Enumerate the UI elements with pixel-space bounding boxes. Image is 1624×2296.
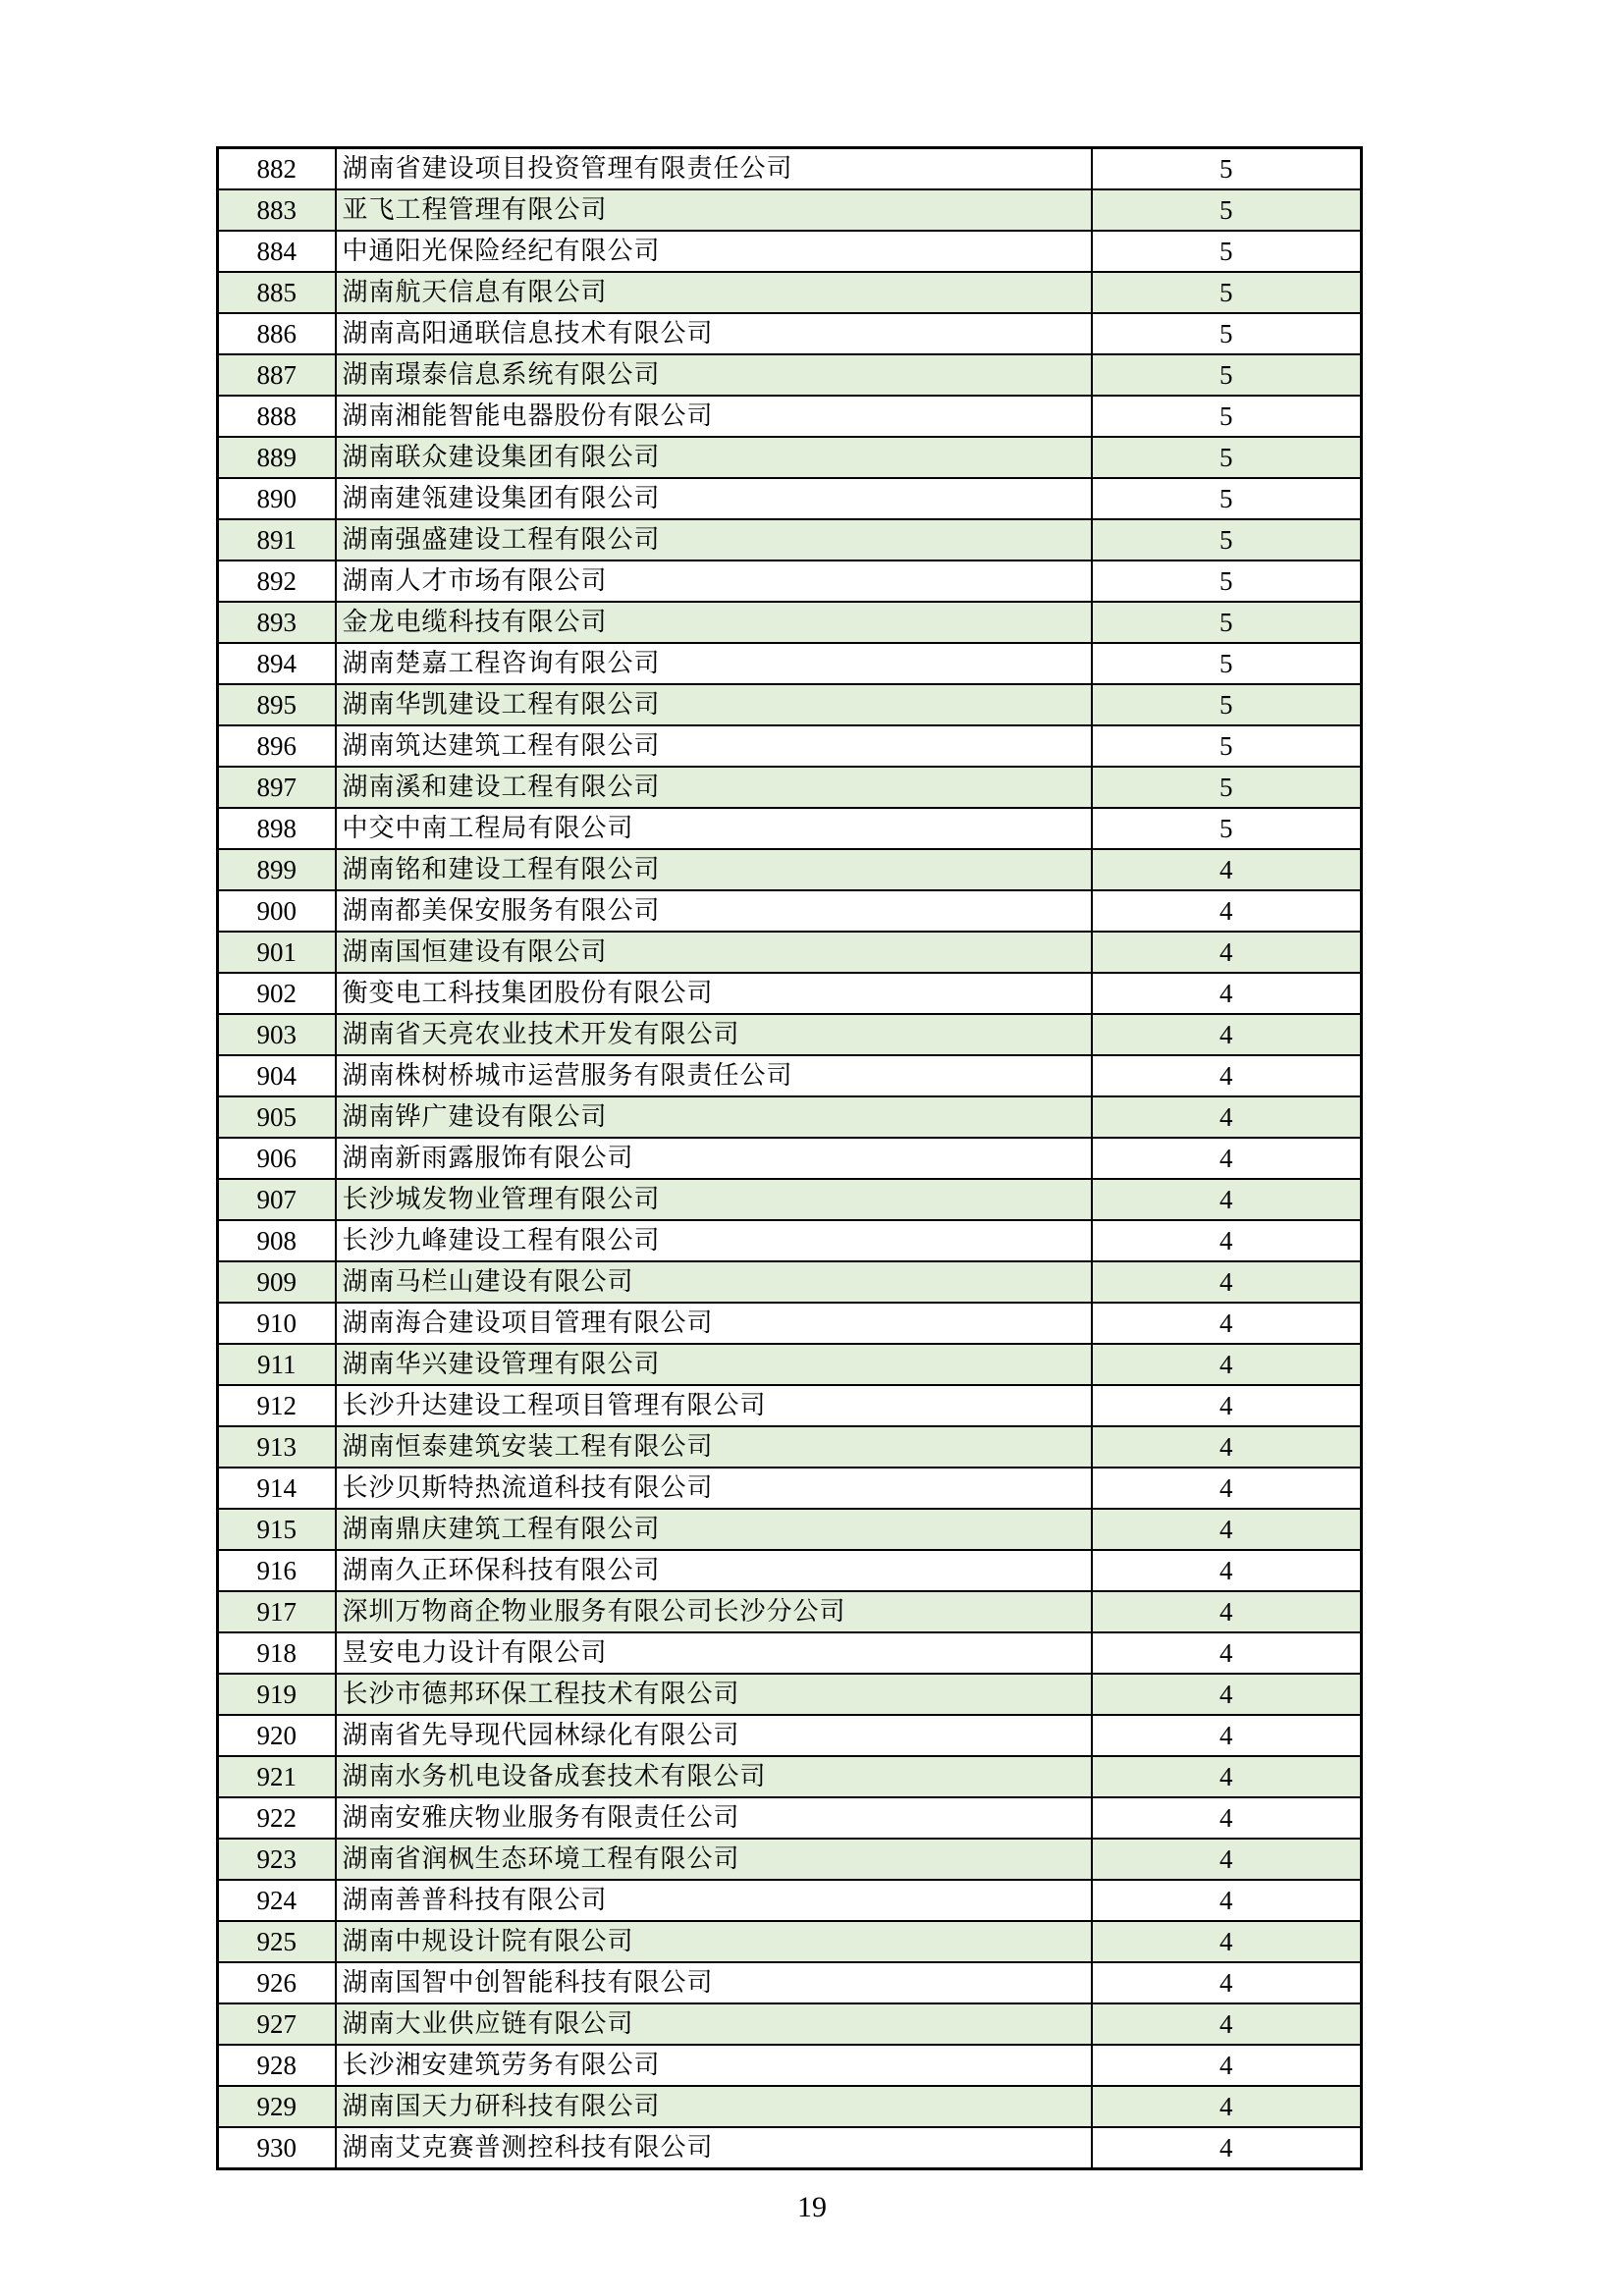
score-cell: 5 (1092, 354, 1362, 396)
score-cell: 4 (1092, 1426, 1362, 1468)
row-index-cell: 889 (218, 437, 336, 478)
table-row (218, 478, 1362, 519)
page-number: 19 (797, 2191, 827, 2223)
row-index-cell: 908 (218, 1220, 336, 1261)
row-index-cell: 892 (218, 561, 336, 602)
row-index-cell: 894 (218, 643, 336, 684)
company-name-cell: 湖南筑达建筑工程有限公司 (336, 725, 1092, 767)
score-cell: 4 (1092, 1715, 1362, 1756)
score-cell: 4 (1092, 1096, 1362, 1138)
company-name-cell: 湖南强盛建设工程有限公司 (336, 519, 1092, 561)
row-index-cell: 926 (218, 1962, 336, 2003)
company-name-cell: 湖南高阳通联信息技术有限公司 (336, 313, 1092, 354)
table-row (218, 231, 1362, 272)
company-name-cell: 昱安电力设计有限公司 (336, 1632, 1092, 1674)
row-index-cell: 919 (218, 1674, 336, 1715)
score-cell: 4 (1092, 849, 1362, 890)
table-row (218, 602, 1362, 643)
score-cell: 4 (1092, 1880, 1362, 1921)
score-cell: 4 (1092, 1138, 1362, 1179)
company-name-cell: 衡变电工科技集团股份有限公司 (336, 973, 1092, 1014)
company-table-container (216, 146, 1360, 2170)
table-row (218, 1756, 1362, 1797)
score-cell: 4 (1092, 1220, 1362, 1261)
table-row (218, 767, 1362, 808)
score-cell: 4 (1092, 1303, 1362, 1344)
company-name-cell: 中通阳光保险经纪有限公司 (336, 231, 1092, 272)
score-cell: 4 (1092, 1962, 1362, 2003)
table-body (218, 148, 1362, 2169)
row-index-cell: 929 (218, 2086, 336, 2127)
table-row (218, 1715, 1362, 1756)
row-index-cell: 899 (218, 849, 336, 890)
score-cell: 5 (1092, 767, 1362, 808)
table-row (218, 189, 1362, 231)
company-name-cell: 中交中南工程局有限公司 (336, 808, 1092, 849)
row-index-cell: 923 (218, 1839, 336, 1880)
score-cell: 5 (1092, 561, 1362, 602)
row-index-cell: 901 (218, 932, 336, 973)
table-row (218, 437, 1362, 478)
company-name-cell: 湖南铭和建设工程有限公司 (336, 849, 1092, 890)
score-cell: 4 (1092, 1261, 1362, 1303)
score-cell: 5 (1092, 478, 1362, 519)
score-cell: 5 (1092, 684, 1362, 725)
row-index-cell: 896 (218, 725, 336, 767)
company-name-cell: 湖南楚嘉工程咨询有限公司 (336, 643, 1092, 684)
row-index-cell: 904 (218, 1055, 336, 1096)
table-row (218, 313, 1362, 354)
score-cell: 5 (1092, 602, 1362, 643)
score-cell: 4 (1092, 1179, 1362, 1220)
row-index-cell: 885 (218, 272, 336, 313)
company-name-cell: 长沙贝斯特热流道科技有限公司 (336, 1468, 1092, 1509)
table-row (218, 1385, 1362, 1426)
company-score-table (216, 146, 1363, 2170)
company-name-cell: 湖南省先导现代园林绿化有限公司 (336, 1715, 1092, 1756)
company-name-cell: 湖南大业供应链有限公司 (336, 2003, 1092, 2045)
score-cell: 4 (1092, 1468, 1362, 1509)
table-row (218, 1303, 1362, 1344)
score-cell: 4 (1092, 2045, 1362, 2086)
row-index-cell: 884 (218, 231, 336, 272)
company-name-cell: 亚飞工程管理有限公司 (336, 189, 1092, 231)
score-cell: 4 (1092, 2003, 1362, 2045)
company-name-cell: 湖南株树桥城市运营服务有限责任公司 (336, 1055, 1092, 1096)
table-row (218, 272, 1362, 313)
company-name-cell: 湖南省天亮农业技术开发有限公司 (336, 1014, 1092, 1055)
row-index-cell: 922 (218, 1797, 336, 1839)
company-name-cell: 长沙湘安建筑劳务有限公司 (336, 2045, 1092, 2086)
score-cell: 5 (1092, 725, 1362, 767)
row-index-cell: 915 (218, 1509, 336, 1550)
company-name-cell: 湖南国天力研科技有限公司 (336, 2086, 1092, 2127)
company-name-cell: 湖南铧广建设有限公司 (336, 1096, 1092, 1138)
row-index-cell: 916 (218, 1550, 336, 1591)
row-index-cell: 903 (218, 1014, 336, 1055)
table-row (218, 1468, 1362, 1509)
score-cell: 4 (1092, 1014, 1362, 1055)
company-name-cell: 长沙升达建设工程项目管理有限公司 (336, 1385, 1092, 1426)
table-row (218, 1179, 1362, 1220)
row-index-cell: 927 (218, 2003, 336, 2045)
row-index-cell: 900 (218, 890, 336, 932)
table-row (218, 1014, 1362, 1055)
score-cell: 5 (1092, 189, 1362, 231)
row-index-cell: 917 (218, 1591, 336, 1632)
company-name-cell: 湖南新雨露服饰有限公司 (336, 1138, 1092, 1179)
score-cell: 4 (1092, 890, 1362, 932)
score-cell: 5 (1092, 519, 1362, 561)
company-name-cell: 湖南都美保安服务有限公司 (336, 890, 1092, 932)
score-cell: 5 (1092, 643, 1362, 684)
row-index-cell: 882 (218, 148, 336, 190)
score-cell: 4 (1092, 1797, 1362, 1839)
company-name-cell: 长沙九峰建设工程有限公司 (336, 1220, 1092, 1261)
table-row (218, 973, 1362, 1014)
company-name-cell: 湖南水务机电设备成套技术有限公司 (336, 1756, 1092, 1797)
table-row (218, 725, 1362, 767)
table-row (218, 1426, 1362, 1468)
score-cell: 4 (1092, 932, 1362, 973)
company-name-cell: 湖南建瓴建设集团有限公司 (336, 478, 1092, 519)
row-index-cell: 928 (218, 2045, 336, 2086)
row-index-cell: 883 (218, 189, 336, 231)
table-row (218, 1138, 1362, 1179)
score-cell: 4 (1092, 2086, 1362, 2127)
row-index-cell: 888 (218, 396, 336, 437)
score-cell: 5 (1092, 437, 1362, 478)
row-index-cell: 905 (218, 1096, 336, 1138)
row-index-cell: 924 (218, 1880, 336, 1921)
row-index-cell: 893 (218, 602, 336, 643)
company-name-cell: 湖南海合建设项目管理有限公司 (336, 1303, 1092, 1344)
score-cell: 4 (1092, 1591, 1362, 1632)
company-name-cell: 长沙城发物业管理有限公司 (336, 1179, 1092, 1220)
row-index-cell: 887 (218, 354, 336, 396)
score-cell: 5 (1092, 272, 1362, 313)
row-index-cell: 913 (218, 1426, 336, 1468)
score-cell: 4 (1092, 973, 1362, 1014)
company-name-cell: 湖南安雅庆物业服务有限责任公司 (336, 1797, 1092, 1839)
score-cell: 4 (1092, 1674, 1362, 1715)
score-cell: 4 (1092, 1509, 1362, 1550)
score-cell: 5 (1092, 231, 1362, 272)
company-name-cell: 湖南恒泰建筑安装工程有限公司 (336, 1426, 1092, 1468)
company-name-cell: 金龙电缆科技有限公司 (336, 602, 1092, 643)
score-cell: 4 (1092, 1385, 1362, 1426)
company-name-cell: 湖南鼎庆建筑工程有限公司 (336, 1509, 1092, 1550)
score-cell: 5 (1092, 148, 1362, 190)
row-index-cell: 907 (218, 1179, 336, 1220)
table-row (218, 1509, 1362, 1550)
company-name-cell: 湖南省润枫生态环境工程有限公司 (336, 1839, 1092, 1880)
table-row (218, 1344, 1362, 1385)
company-name-cell: 深圳万物商企物业服务有限公司长沙分公司 (336, 1591, 1092, 1632)
company-name-cell: 湖南省建设项目投资管理有限责任公司 (336, 148, 1092, 190)
table-row (218, 1880, 1362, 1921)
row-index-cell: 910 (218, 1303, 336, 1344)
table-row (218, 1632, 1362, 1674)
company-name-cell: 湖南国智中创智能科技有限公司 (336, 1962, 1092, 2003)
row-index-cell: 920 (218, 1715, 336, 1756)
company-name-cell: 湖南联众建设集团有限公司 (336, 437, 1092, 478)
row-index-cell: 914 (218, 1468, 336, 1509)
score-cell: 4 (1092, 1921, 1362, 1962)
table-row (218, 1839, 1362, 1880)
company-name-cell: 湖南艾克赛普测控科技有限公司 (336, 2127, 1092, 2169)
row-index-cell: 891 (218, 519, 336, 561)
row-index-cell: 895 (218, 684, 336, 725)
company-name-cell: 湖南中规设计院有限公司 (336, 1921, 1092, 1962)
company-name-cell: 湖南国恒建设有限公司 (336, 932, 1092, 973)
row-index-cell: 921 (218, 1756, 336, 1797)
score-cell: 5 (1092, 808, 1362, 849)
table-row (218, 1550, 1362, 1591)
score-cell: 5 (1092, 396, 1362, 437)
table-row (218, 1220, 1362, 1261)
table-row (218, 890, 1362, 932)
score-cell: 4 (1092, 1632, 1362, 1674)
company-name-cell: 湖南湘能智能电器股份有限公司 (336, 396, 1092, 437)
company-name-cell: 湖南善普科技有限公司 (336, 1880, 1092, 1921)
table-row (218, 1055, 1362, 1096)
row-index-cell: 898 (218, 808, 336, 849)
table-row (218, 1921, 1362, 1962)
row-index-cell: 909 (218, 1261, 336, 1303)
score-cell: 4 (1092, 2127, 1362, 2169)
company-name-cell: 湖南航天信息有限公司 (336, 272, 1092, 313)
table-row (218, 932, 1362, 973)
score-cell: 4 (1092, 1839, 1362, 1880)
company-name-cell: 湖南久正环保科技有限公司 (336, 1550, 1092, 1591)
table-row (218, 148, 1362, 190)
score-cell: 5 (1092, 313, 1362, 354)
company-name-cell: 湖南溪和建设工程有限公司 (336, 767, 1092, 808)
row-index-cell: 912 (218, 1385, 336, 1426)
row-index-cell: 930 (218, 2127, 336, 2169)
table-row (218, 1591, 1362, 1632)
table-row (218, 849, 1362, 890)
score-cell: 4 (1092, 1550, 1362, 1591)
table-row (218, 684, 1362, 725)
table-row (218, 1674, 1362, 1715)
row-index-cell: 902 (218, 973, 336, 1014)
row-index-cell: 925 (218, 1921, 336, 1962)
table-row (218, 2127, 1362, 2169)
score-cell: 4 (1092, 1756, 1362, 1797)
company-name-cell: 长沙市德邦环保工程技术有限公司 (336, 1674, 1092, 1715)
company-name-cell: 湖南华兴建设管理有限公司 (336, 1344, 1092, 1385)
company-name-cell: 湖南华凯建设工程有限公司 (336, 684, 1092, 725)
company-name-cell: 湖南马栏山建设有限公司 (336, 1261, 1092, 1303)
row-index-cell: 890 (218, 478, 336, 519)
row-index-cell: 911 (218, 1344, 336, 1385)
table-row (218, 2086, 1362, 2127)
score-cell: 4 (1092, 1055, 1362, 1096)
table-row (218, 643, 1362, 684)
table-row (218, 519, 1362, 561)
table-row (218, 2003, 1362, 2045)
row-index-cell: 906 (218, 1138, 336, 1179)
row-index-cell: 886 (218, 313, 336, 354)
table-row (218, 1797, 1362, 1839)
table-row (218, 561, 1362, 602)
table-row (218, 396, 1362, 437)
company-name-cell: 湖南人才市场有限公司 (336, 561, 1092, 602)
table-row (218, 1962, 1362, 2003)
score-cell: 4 (1092, 1344, 1362, 1385)
table-row (218, 2045, 1362, 2086)
table-row (218, 354, 1362, 396)
table-row (218, 1096, 1362, 1138)
table-row (218, 1261, 1362, 1303)
row-index-cell: 918 (218, 1632, 336, 1674)
table-row (218, 808, 1362, 849)
row-index-cell: 897 (218, 767, 336, 808)
company-name-cell: 湖南璟泰信息系统有限公司 (336, 354, 1092, 396)
